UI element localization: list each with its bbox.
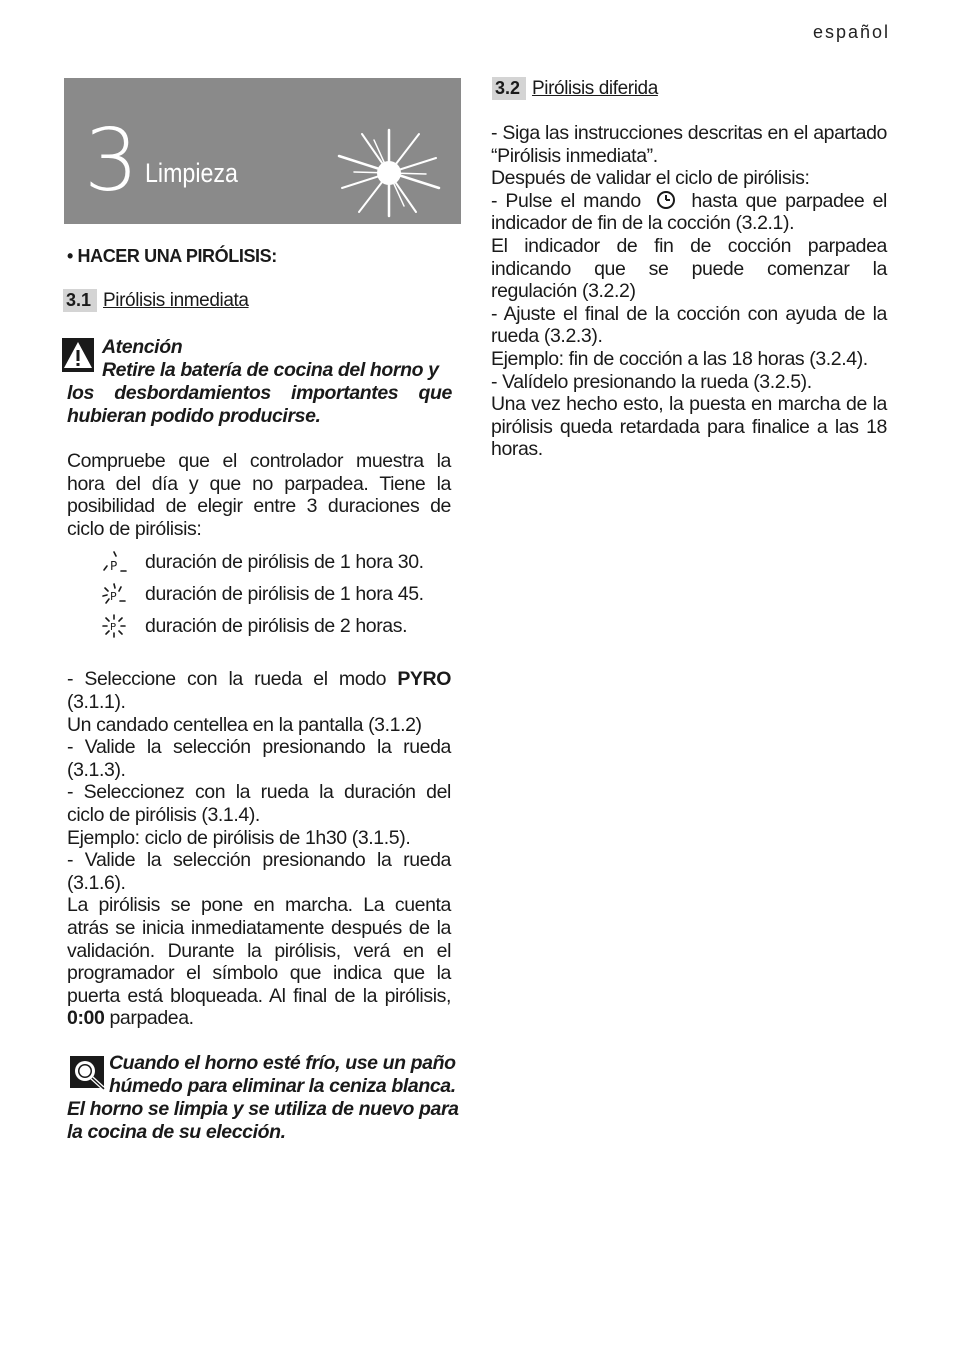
tip-line-1: Cuando el horno esté frío, use un paño [109, 1052, 456, 1074]
step-select-duration: - Seleccionez con la rueda la duración del ciclo de pirólisis (3.1.4). [67, 781, 451, 826]
right-column-body [491, 122, 887, 461]
paragraph: Después de validar el ciclo de pirólisis: [491, 167, 810, 190]
section-number: 3.2 [492, 77, 526, 100]
section-3-1-heading [63, 289, 249, 312]
pyro-3-icon [101, 614, 145, 638]
sparkle-icon [334, 128, 444, 218]
step-validate-2: - Valide la selección presionando la rueda (3.1.6). [67, 849, 451, 894]
pyro-1-icon [101, 550, 145, 574]
chapter-header [64, 78, 461, 224]
duration-list [67, 546, 451, 642]
chapter-title: Limpieza [145, 158, 238, 188]
warning-text: los desbordamientos importantes que hubieran podido producirse. [67, 382, 452, 427]
section-3-2-heading [492, 77, 658, 100]
steps-block [67, 668, 451, 1030]
warning-block [67, 336, 452, 428]
step-example: Ejemplo: ciclo de pirólisis de 1h30 (3.1.5). [67, 826, 411, 849]
list-item: P duración de pirólisis de 2 horas. [67, 610, 451, 642]
section-title: Pirólisis inmediata [103, 289, 249, 311]
left-column-body [67, 450, 451, 1030]
section-title: Pirólisis diferida [532, 77, 658, 99]
step-padlock: Un candado centellea en la pantalla (3.1.2) [67, 713, 422, 736]
step-start: La pirólisis se pone en marcha. La cuenta atrás se inicia inmediatamente después de la validación. Durante la pirólisis, verá en el programador el símbolo que indica que la puerta está bloqueada. Al final de la pirólisis, 0:00 parpadea. [67, 894, 451, 1030]
svg-text:P: P [110, 622, 117, 634]
paragraph: Una vez hecho esto, la puesta en marcha de la pirólisis queda retardada para finalice a las 18 horas. [491, 393, 887, 461]
bullet-heading: • HACER UNA PIRÓLISIS: [67, 246, 277, 266]
paragraph: - Siga las instrucciones descritas en el apartado “Pirólisis inmediata”. [491, 122, 887, 167]
section-number: 3.1 [63, 289, 97, 312]
step-validate: - Valide la selección presionando la rueda (3.1.3). [67, 736, 451, 781]
tip-block [67, 1052, 465, 1144]
pyro-2-icon [101, 582, 145, 606]
paragraph: - Valídelo presionando la rueda (3.2.5). [491, 370, 812, 393]
language-label: español [812, 22, 890, 42]
step-select-mode: - Seleccione con la rueda el modo PYRO (3.1.1). [67, 668, 451, 713]
paragraph: El indicador de fin de cocción parpadea indicando que se puede comenzar la regulación (3.2.2) [491, 234, 887, 303]
clock-icon [655, 190, 677, 210]
warning-icon [62, 338, 94, 372]
list-item: P duración de pirólisis de 1 hora 45. [67, 578, 451, 610]
warning-text-line1: Retire la batería de cocina del horno y [102, 359, 439, 381]
paragraph: Ejemplo: fin de cocción a las 18 horas (3.2.4). [491, 347, 868, 370]
magnifier-icon [70, 1056, 106, 1090]
paragraph: - Pulse el mando hasta que parpadee el indicador de fin de la cocción (3.2.1). [491, 189, 887, 235]
intro-paragraph: Compruebe que el controlador muestra la hora del día y que no parpadea. Tiene la posibilidad de elegir entre 3 duraciones de ciclo de pirólisis: [67, 450, 451, 540]
svg-text:P: P [110, 559, 118, 574]
warning-title: Atención [102, 336, 183, 358]
list-item: P duración de pirólisis de 1 hora 30. [67, 546, 451, 578]
chapter-number: 3 [84, 111, 139, 211]
svg-text:P: P [110, 590, 117, 604]
paragraph: - Ajuste el final de la cocción con ayuda de la rueda (3.2.3). [491, 302, 887, 348]
tip-text: El horno se limpia y se utiliza de nuevo para la cocina de su elección. [67, 1098, 459, 1143]
tip-line-2: húmedo para eliminar la ceniza blanca. [109, 1075, 456, 1097]
